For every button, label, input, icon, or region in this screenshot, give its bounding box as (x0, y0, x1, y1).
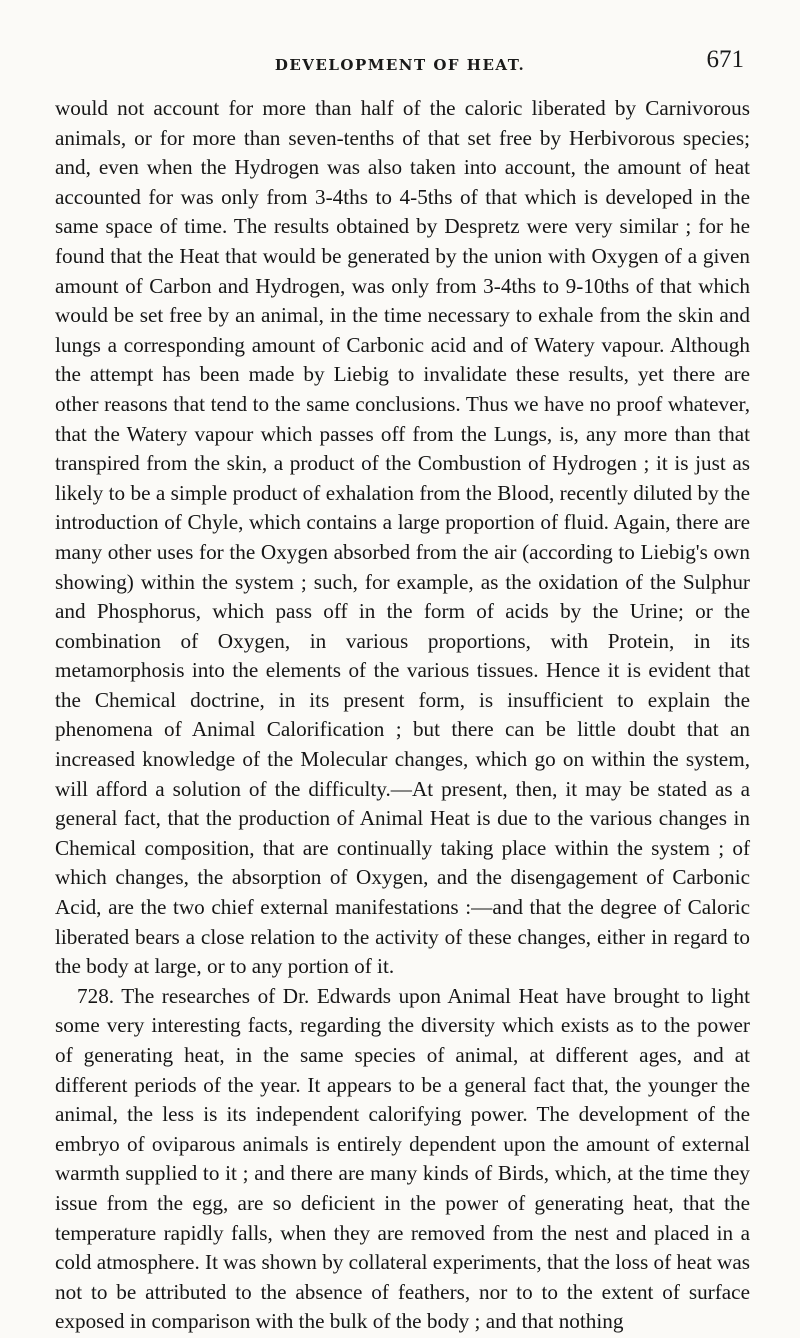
page-number: 671 (706, 46, 744, 73)
running-title: DEVELOPMENT OF HEAT. (274, 56, 526, 74)
paragraph-text: would not account for more than half of the caloric liberated by Carnivorous animals, or for more than seven-tenths of that set free by Herbivorous species; and, even when the Hydrogen was also taken into account, the amount of heat accounted for was only from 3-4ths to 4-5ths of that which is developed in the same space of time. The results obtained by Despretz were very similar ; for he found that the Heat that would be generated by the union with Oxygen of a given amount of Carbon and Hydrogen, was only from 3-4ths to 9-10ths of that which would be set free by an animal, in the time necessary to exhale from the skin and lungs a corresponding amount of Carbonic acid and of Watery vapour. Although the attempt has been made by Liebig to invalidate these results, yet there are other reasons that tend to the same conclusions. Thus we have no proof whatever, that the Watery vapour which passes off from the Lungs, is, any more than that transpired from the skin, a product of the Combustion of Hydrogen ; it is just as likely to be a simple product of exhalation from the Blood, recently diluted by the introduction of Chyle, which contains a large proportion of fluid. Again, there are many other uses for the Oxygen absorbed from the air (according to Liebig's own showing) within the system ; such, for example, as the oxidation of the Sulphur and Phosphorus, which pass off in the form of acids by the Urine; or the combination of Oxygen, in various proportions, with Protein, in its metamorphosis into the elements of the various tissues. Hence it is evident that the Chemical doctrine, in its present form, is insufficient to explain the phenomena of Animal Calorification ; but there can be little doubt that an increased knowledge of the Molecular changes, which go on within the system, will afford a solution of the difficulty.—At present, then, it may be stated as a general fact, that the production of Animal Heat is due to the various changes in Chemical composition, that are continually taking place within the system ; of which changes, the absorption of Oxygen, and the disengagement of Carbonic Acid, are the two chief external manifestations :—and that the degree of Caloric liberated bears a close relation to the activity of these changes, either in regard to the body at large, or to any portion of it. (55, 96, 750, 979)
paragraph-number: 728. (77, 983, 115, 1008)
paragraph-continuation (55, 94, 750, 982)
paragraph-728 (55, 982, 750, 1337)
body-text (55, 94, 750, 1337)
paragraph-text: The researches of Dr. Edwards upon Animal Heat have brought to light some very interesting facts, regarding the diversity which exists as to the power of generating heat, in the same species of animal, at different ages, and at different periods of the year. It appears to be a general fact that, the younger the animal, the less is its independent calorifying power. The development of the embryo of oviparous animals is entirely dependent upon the amount of external warmth supplied to it ; and there are many kinds of Birds, which, at the time they issue from the egg, are so deficient in the power of generating heat, that the temperature rapidly falls, when they are removed from the nest and placed in a cold atmosphere. It was shown by collateral experiments, that the loss of heat was not to be attributed to the absence of feathers, nor to to the extent of surface exposed in comparison with the bulk of the body ; and that nothing (55, 983, 750, 1334)
